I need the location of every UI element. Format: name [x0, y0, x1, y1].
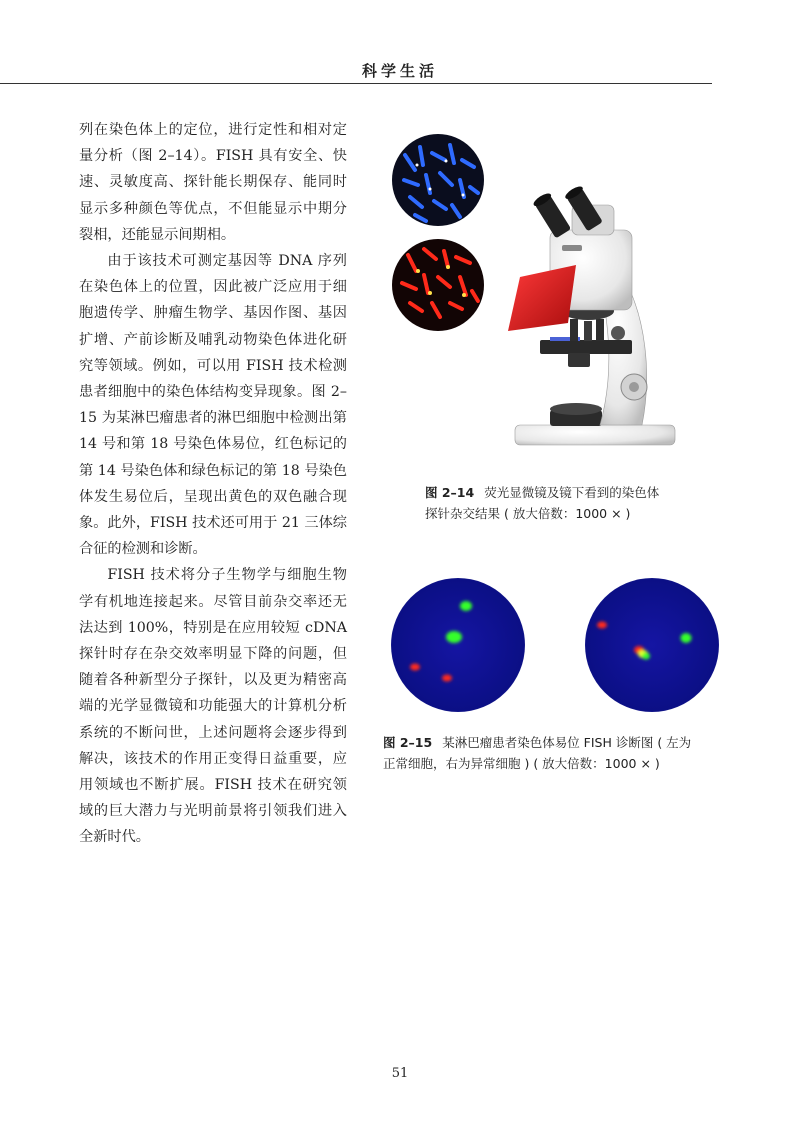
- figure-2-14: [390, 125, 710, 455]
- running-header: 科学生活: [361, 62, 438, 80]
- figure-2-15-caption: [383, 732, 713, 774]
- microscope-illustration: [390, 125, 710, 455]
- inset-blue-chromosomes: [392, 134, 484, 226]
- fluorescence-microscope: [508, 184, 675, 445]
- inset-red-chromosomes: [392, 239, 484, 331]
- paragraph-3: FISH 技术将分子生物学与细胞生物学有机地连接起来。尽管目前杂交率还无法达到 100%，特别是在应用较短 cDNA 探针时存在杂交效率明显下降的问题，但随着各种新型分子探针，以及更为精密高端的光学显微镜和功能强大的计算机分析系统的不断问世，上述问题将会逐步得到解决，该技术的作用正变得日益重要，应用领域也不断扩展。FISH 技术在研究领域的巨大潜力与光明前景将引领我们进入全新时代。: [79, 567, 347, 846]
- figure-2-14-caption: [425, 482, 715, 524]
- figure-2-15-caption-line-2: 正常细胞，右为异常细胞 ) ( 放大倍数：1000 × ): [383, 756, 660, 771]
- normal-cell: [391, 578, 525, 712]
- figure-2-14-number: 图 2–14: [425, 485, 475, 500]
- figure-2-15-caption-line-1: 某淋巴瘤患者染色体易位 FISH 诊断图 ( 左为: [442, 735, 692, 750]
- figure-2-15-number: 图 2–15: [383, 735, 433, 750]
- header-rule: [0, 83, 712, 84]
- fish-cell-images: [390, 575, 720, 715]
- abnormal-cell: [585, 578, 719, 712]
- paragraph-1: 列在染色体上的定位，进行定性和相对定量分析（图 2–14）。FISH 具有安全、快速、灵敏度高、探针能长期保存、能同时显示多种颜色等优点，不但能显示中期分裂相，还能显示间期相。: [79, 122, 347, 243]
- figure-2-15: [390, 575, 720, 715]
- figure-2-14-caption-line-2: 探针杂交结果 ( 放大倍数：1000 × ): [425, 506, 631, 521]
- page-number: 51: [391, 1066, 409, 1081]
- paragraph-2: 由于该技术可测定基因等 DNA 序列在染色体上的位置，因此被广泛应用于细胞遗传学、肿瘤生物学、基因作图、基因扩增、产前诊断及哺乳动物染色体进化研究等领域。例如，可以用 FISH 技术检测患者细胞中的染色体结构变异现象。图 2–15 为某淋巴瘤患者的淋巴细胞中检测出第 14 号和第 18 号染色体易位，红色标记的第 14 号染色体和绿色标记的第 18 号染色体发生易位后，呈现出黄色的双色融合现象。此外，FISH 技术还可用于 21 三体综合征的检测和诊断。: [79, 253, 347, 558]
- body-text-column: [79, 117, 347, 851]
- red-filter-plate: [508, 265, 576, 331]
- figure-2-14-caption-line-1: 荧光显微镜及镜下看到的染色体: [484, 485, 660, 500]
